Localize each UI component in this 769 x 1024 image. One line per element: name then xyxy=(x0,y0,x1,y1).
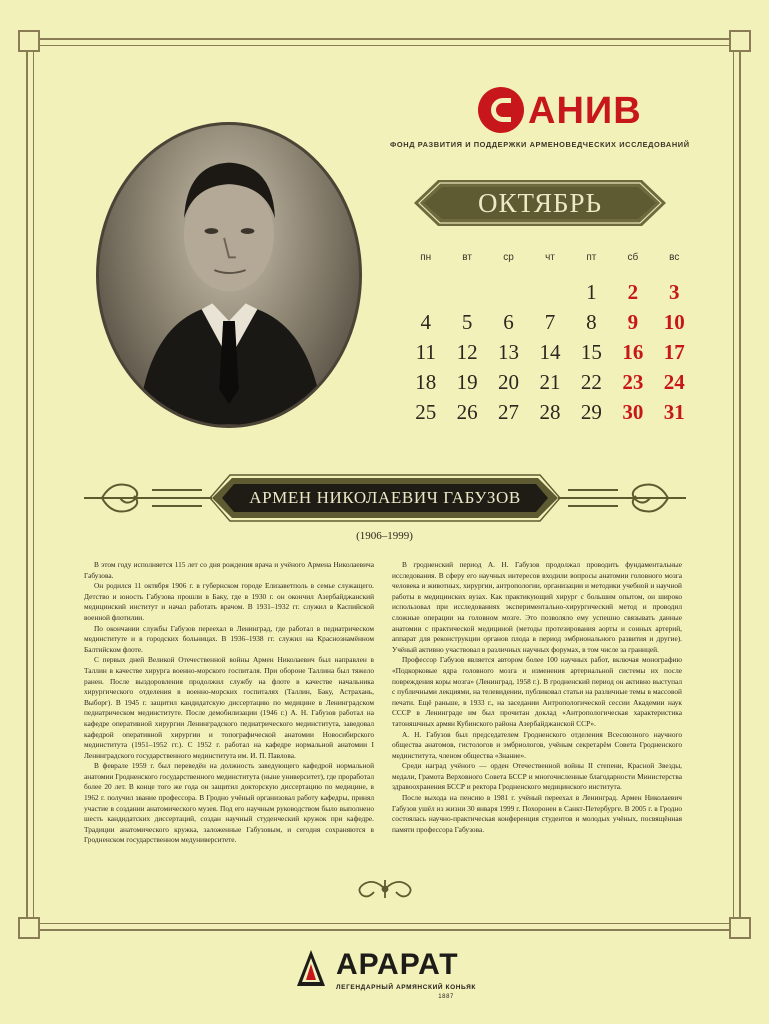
article-paragraph: В феврале 1959 г. был переведён на должность заведующего кафедрой нормальной анатомии Гродненского государственного мединститута (ныне университет), где проработал более 20 лет. В конце того же года он защитил докторскую диссертацию по медицине, в 1962 г. получил звание профессора. В Гродно учёный организовал работу кафедры, принял участие в создании анатомического музея. Под его научным руководством было выполнено шесть кандидатских диссертаций, создан научный студенческий кружок при кафедре. Традиции анатомического кружка, заложенные Габузовым, и сегодня сохраняются в Гродненском государственном медуниверситете. xyxy=(84,761,374,845)
calendar-day: 26 xyxy=(456,399,478,424)
weekday-label: ср xyxy=(503,252,514,263)
calendar-week-row xyxy=(405,307,695,337)
person-name: АРМЕН НИКОЛАЕВИЧ ГАБУЗОВ xyxy=(249,488,521,507)
fund-name: ФОНД РАЗВИТИЯ И ПОДДЕРЖКИ АРМЕНОВЕДЧЕСКИХ ИССЛЕДОВАНИЙ xyxy=(390,140,690,149)
calendar-day: 3 xyxy=(668,279,680,304)
calendar-day: 6 xyxy=(503,309,514,334)
article-column-left xyxy=(84,560,374,846)
article-paragraph: Профессор Габузов является автором более 100 научных работ, включая монографию «Подкорковые ядра головного мозга и изменения артериальной системы их после повреждения коры мозга» (Ленинград, 1958 г.). В гродненский период он активно выступал с публичными лекциями, на телевидении, публиковал статьи на различные темы в массовой печати. Ещё раньше, в 1933 г., на заседании Антропологической сессии Академии наук СССР в Ленинграде им был прочитан доклад «Антропологическая характеристика татоняшчных армян Кубинского района Азербайджанской ССР». xyxy=(392,655,682,728)
aniv-logo-icon xyxy=(478,87,524,133)
calendar-day: 21 xyxy=(539,369,561,394)
calendar-day: 11 xyxy=(415,339,436,364)
ararat-tagline: ЛЕГЕНДАРНЫЙ АРМЯНСКИЙ КОНЬЯК xyxy=(336,984,476,991)
article-paragraph: А. Н. Габузов был председателем Гродненского отделения Всесоюзного научного общества анатомов, гистологов и эмбриологов, учёным секретарём Совета Гродненского мединститута, членом общества «Знание». xyxy=(392,729,682,760)
weekday-label: вт xyxy=(462,252,472,263)
portrait-illustration xyxy=(99,125,359,425)
calendar-day: 13 xyxy=(498,339,520,364)
calendar-day: 22 xyxy=(580,369,602,394)
calendar-day: 31 xyxy=(663,399,685,424)
calendar-day: 2 xyxy=(627,279,639,304)
weekday-label: пт xyxy=(586,252,597,263)
frame-corner xyxy=(729,30,751,52)
calendar-days xyxy=(405,277,695,427)
calendar-week-row xyxy=(405,337,695,367)
calendar-day: 29 xyxy=(580,399,602,424)
calendar-day: 28 xyxy=(539,399,561,424)
calendar-day: 25 xyxy=(415,399,437,424)
article-column-right xyxy=(392,560,682,835)
calendar-day: 24 xyxy=(663,369,685,394)
calendar-day: 16 xyxy=(622,339,644,364)
calendar-week-row xyxy=(405,367,695,397)
calendar-day: 4 xyxy=(420,309,431,334)
ararat-name: АРАРАТ xyxy=(336,948,459,981)
ararat-logo xyxy=(294,944,484,1004)
ararat-emblem-icon xyxy=(294,948,328,988)
calendar-day: 1 xyxy=(586,279,597,304)
calendar-day: 19 xyxy=(456,369,478,394)
article-paragraph: В этом году исполняется 115 лет со дня рождения врача и учёного Армена Николаевича Габузова. xyxy=(84,560,374,580)
calendar-day: 7 xyxy=(544,309,556,334)
frame-corner xyxy=(18,917,40,939)
weekday-label: чт xyxy=(545,252,555,263)
aniv-logo xyxy=(478,85,642,135)
frame-corner xyxy=(18,30,40,52)
calendar-grid xyxy=(405,252,695,427)
portrait-photo xyxy=(96,122,362,428)
month-title: ОКТЯБРЬ xyxy=(477,188,602,218)
calendar-day: 8 xyxy=(586,309,597,334)
calendar-day: 15 xyxy=(580,339,602,364)
article-paragraph: В гродненский период А. Н. Габузов продолжал проводить фундаментальные исследования. В сферу его научных интересов входили вопросы анатомии головного мозга человека и животных, хирургии, антропологии, организации и методики учебной и научной работы в медицинских вузах. Как практикующий хирург с большим опытом, он широко использовал при исследованиях экспериментально-хирургический метод и проводил сложные операции на головном мозге. Это позволяло ему успешно связывать данные анатомии с практической медициной (методы протезирования аорты и сонных артерий, аппарат для реконструкции органов плода в период эмбрионального развития и другие). Учёный активно участвовал в различных научных форумах, в том числе за границей. xyxy=(392,560,682,654)
weekday-label: вс xyxy=(669,252,680,263)
calendar-week-row xyxy=(405,277,695,307)
calendar-day: 5 xyxy=(461,309,473,334)
calendar-day: 20 xyxy=(498,369,520,394)
life-years: (1906–1999) xyxy=(356,530,413,542)
article-paragraph: После выхода на пенсию в 1981 г. учёный переехал в Ленинград. Армен Николаевич Габузов ушёл из жизни 30 января 1999 г. Похоронен в Санкт-Петербурге. В 2005 г. в Гродно состоялась научно-практическая конференция студентов и молодых учёных, посвящённая памяти профессора Габузова. xyxy=(392,793,682,834)
calendar-week-row xyxy=(405,397,695,427)
weekday-label: пн xyxy=(420,252,432,263)
weekday-header xyxy=(405,252,695,263)
article-paragraph: По окончании службы Габузов переехал в Ленинград, где работал в педиатрическом мединституте и в городских больницах. В 1936–1938 гг. служил на Краснознамённом Балтийском флоте. xyxy=(84,623,374,654)
weekday-label: сб xyxy=(627,252,639,263)
article-paragraph: Среди наград учёного — орден Отечественной войны II степени, Красной Звезды, медали, Грамота Верховного Совета БССР и многочисленные благодарности Министерства здравоохранения БССР и ректора Гродненского медицинского института. xyxy=(392,761,682,792)
article-paragraph: Он родился 11 октября 1906 г. в губернском городе Елизаветполь в семье служащего. Детство и юность Габузова прошли в Баку, где в 1930 г. он окончил Азербайджанский медицинский институт и начал работать врачом. В 1931–1932 гг. служил в Каспийской военной флотилии. xyxy=(84,581,374,622)
calendar-day: 27 xyxy=(498,399,520,424)
ararat-year: 1887 xyxy=(438,994,454,1000)
calendar-day: 18 xyxy=(415,369,437,394)
calendar-day: 17 xyxy=(663,339,685,364)
calendar-day: 10 xyxy=(663,309,685,334)
aniv-logo-text: АНИВ xyxy=(528,90,642,132)
calendar-day: 9 xyxy=(627,309,639,334)
calendar-day: 12 xyxy=(456,339,478,364)
article-paragraph: С первых дней Великой Отечественной войны Армен Николаевич был направлен в Таллин в качестве хирурга военно-морского госпиталя. При обороне Таллина был тяжело ранен. После выздоровления продолжил службу на флоте в качестве начальника хирургического отделения в военно-морских госпиталях (Таллин, Баку, Астрахань, Выборг). В 1945 г. защитил кандидатскую диссертацию по медицине в Ленинградском педиатрическом мединституте. После демобилизации (1946 г.) А. Н. Габузов работал на кафедре оперативной хирургии Ленинградского педиатрического мединститута, заведовал кафедрой оперативной хирургии и топографической анатомии Новосибирского мединститута (1951–1952 гг.). С 1952 г. работал на кафедре нормальной анатомии I Ленинградского государственного мединститута им. И. П. Павлова. xyxy=(84,655,374,760)
calendar-day: 23 xyxy=(622,369,644,394)
calendar-day: 30 xyxy=(622,399,644,424)
ornament-icon xyxy=(352,876,418,902)
name-banner xyxy=(82,466,688,530)
calendar-day: 14 xyxy=(539,339,561,364)
month-banner xyxy=(414,180,666,226)
frame-corner xyxy=(729,917,751,939)
